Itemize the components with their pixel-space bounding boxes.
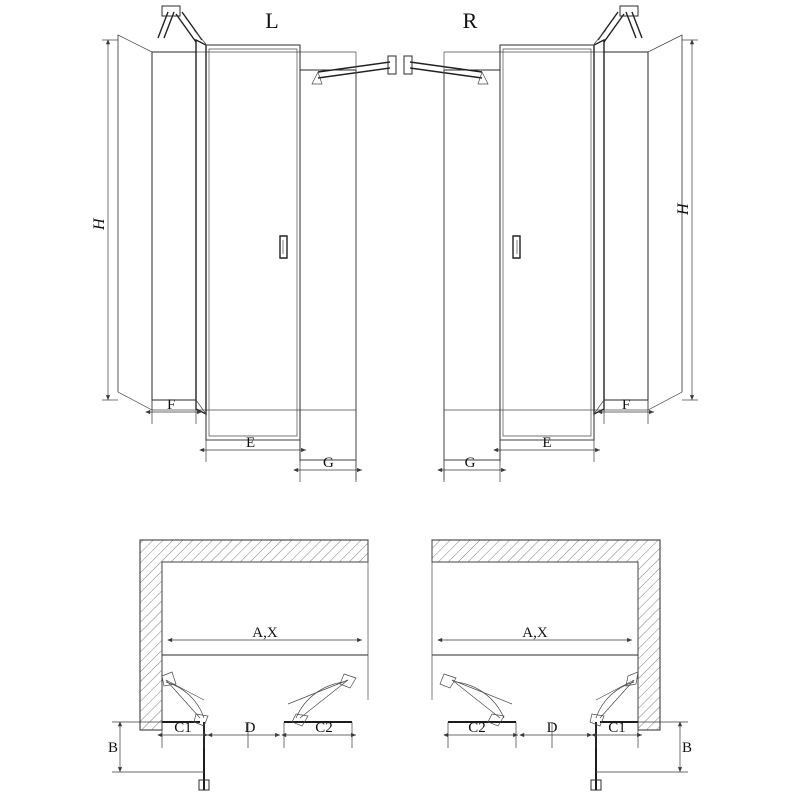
dimension-d-left: D (244, 720, 256, 736)
plan-right (432, 540, 692, 790)
dimension-f-right: F (621, 397, 631, 413)
dimension-c1-right: C1 (608, 720, 626, 736)
dimension-ax-left: A,X (252, 625, 278, 641)
dimension-b-left: B (107, 740, 119, 756)
dimension-f-left: F (167, 397, 176, 413)
dimension-g-left: G (323, 455, 334, 471)
dimension-c2-left: C2 (315, 720, 333, 736)
dimension-c2-right: C2 (468, 720, 486, 736)
dimension-e-left: E (246, 435, 256, 451)
elevation-right (404, 6, 698, 482)
elevation-left (91, 6, 396, 482)
dimension-d-right: D (546, 720, 558, 736)
dimension-h-right: H (675, 203, 692, 215)
dimension-b-right: B (681, 740, 693, 756)
view-label-right: R (462, 8, 478, 33)
dimension-e-right: E (542, 435, 552, 451)
plan-left (108, 540, 368, 790)
dimension-ax-right: A,X (522, 625, 548, 641)
dimension-c1-left: C1 (174, 720, 192, 736)
view-label-left: L (265, 8, 279, 33)
dimension-g-right: G (464, 455, 476, 471)
dimension-h-left: H (91, 218, 108, 230)
